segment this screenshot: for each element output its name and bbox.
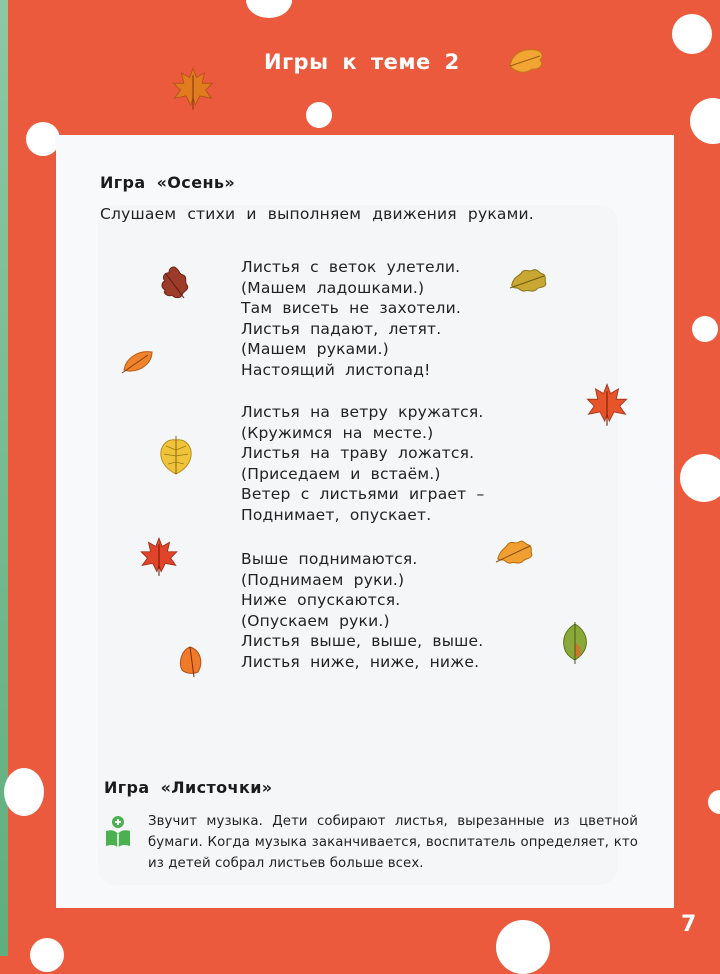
poem-line: Ветер с листьями играет –: [241, 485, 485, 504]
linden-leaf-icon: [558, 620, 592, 666]
poem-stanza-2: [241, 402, 484, 526]
birch-leaf-icon: [120, 346, 156, 376]
maple-leaf-icon: [584, 382, 630, 428]
page-edge: [0, 0, 8, 956]
poem-line: (Приседаем и встаём.): [241, 464, 441, 483]
poem-line: Листья выше, выше, выше.: [241, 632, 484, 651]
decor-dot: [680, 454, 720, 502]
poem-line: Там висеть не захотели.: [241, 299, 462, 318]
decor-dot: [708, 790, 720, 814]
decor-dot: [246, 0, 292, 18]
decor-dot: [690, 98, 720, 144]
poem-stanza-1: [241, 257, 461, 381]
oak-leaf-icon: [508, 264, 550, 296]
maple-leaf-icon: [506, 44, 546, 76]
poem-line: Листья ниже, ниже, ниже.: [241, 652, 480, 671]
decor-dot: [306, 102, 332, 128]
poem-line: (Кружимся на месте.): [241, 423, 434, 442]
page-number: 7: [681, 912, 697, 937]
birch-leaf-icon: [176, 644, 206, 678]
maple-leaf-icon: [170, 66, 216, 112]
poem-line: Листья на ветру кружатся.: [241, 403, 484, 421]
poem-line: Настоящий листопад!: [241, 360, 431, 379]
music-icon: [104, 815, 132, 849]
page-title: Игры к теме 2: [264, 50, 460, 74]
oak-leaf-icon: [494, 534, 536, 568]
poem-line: (Машем руками.): [241, 340, 389, 359]
poem-line: Листья падают, летят.: [241, 319, 442, 338]
poem-stanza-3: [241, 549, 483, 673]
decor-dot: [672, 14, 712, 54]
decor-dot: [30, 938, 64, 972]
game-leaves-title: Игра «Листочки»: [104, 778, 273, 797]
poem-line: Листья с веток улетели.: [241, 258, 461, 276]
oak-leaf-icon: [156, 264, 192, 302]
game-leaves-description: Звучит музыка. Дети собирают листья, вырезанные из цветной бумаги. Когда музыка заканчивается, воспитатель определяет, кто из детей собрал листьев больше всех.: [148, 814, 638, 871]
game-autumn-intro: Слушаем стихи и выполняем движения руками.: [100, 205, 534, 223]
poem-line: Выше поднимаются.: [241, 550, 418, 568]
linden-leaf-icon: [156, 434, 196, 480]
decor-dot: [26, 122, 60, 156]
poem-line: Поднимает, опускает.: [241, 505, 432, 524]
game-autumn-title: Игра «Осень»: [100, 173, 236, 192]
poem-line: (Машем ладошками.): [241, 278, 425, 297]
poem-line: (Опускаем руки.): [241, 611, 390, 630]
decor-dot: [4, 768, 44, 816]
poem-line: Листья на траву ложатся.: [241, 444, 475, 463]
poem-line: Ниже опускаются.: [241, 591, 401, 610]
decor-dot: [692, 316, 718, 342]
maple-leaf-icon: [138, 536, 180, 578]
poem-line: (Поднимаем руки.): [241, 570, 405, 589]
decor-dot: [496, 920, 550, 974]
